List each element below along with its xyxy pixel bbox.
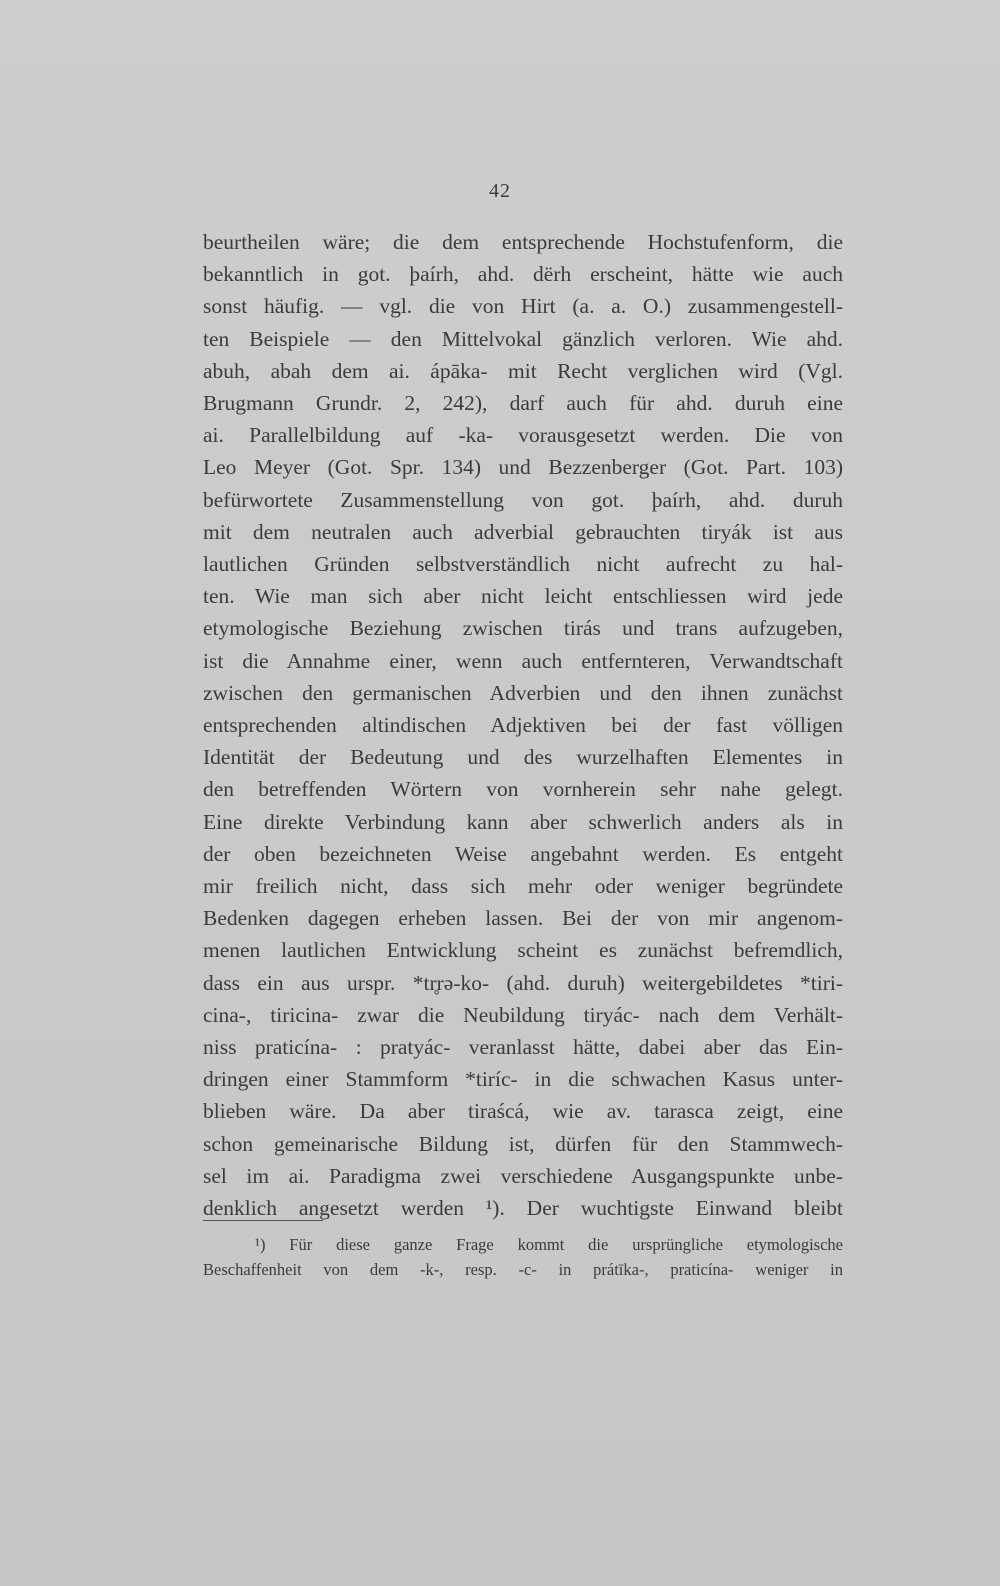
text-line: mit dem neutralen auch adverbial gebrauchten tiryák ist aus xyxy=(203,519,843,544)
text-line: zwischen den germanischen Adverbien und den ihnen zunächst xyxy=(203,680,843,705)
text-line: dass ein aus urspr. *tr̥rə-ko- (ahd. duruh) weitergebildetes *tiri- xyxy=(203,970,843,995)
body-text xyxy=(203,226,843,1224)
text-line: cina-, tiricina- zwar die Neubildung tiryác- nach dem Verhält- xyxy=(203,1002,843,1027)
text-line: Brugmann Grundr. 2, 242), darf auch für ahd. duruh eine xyxy=(203,391,843,416)
page-number: 42 xyxy=(489,180,511,202)
text-line: entsprechenden altindischen Adjektiven bei der fast völligen xyxy=(203,713,843,738)
footnote xyxy=(203,1232,843,1282)
text-line: ist die Annahme einer, wenn auch entfernteren, Verwandtschaft xyxy=(203,648,843,673)
footnote-divider xyxy=(203,1220,323,1221)
text-line: der oben bezeichneten Weise angebahnt werden. Es entgeht xyxy=(203,841,843,866)
text-line: Leo Meyer (Got. Spr. 134) und Bezzenberger (Got. Part. 103) xyxy=(203,455,843,480)
text-line: ten. Wie man sich aber nicht leicht entschliessen wird jede xyxy=(203,584,843,609)
text-line: ai. Parallelbildung auf -ka- vorausgesetzt werden. Die von xyxy=(203,423,843,448)
text-line: niss praticína- : pratyác- veranlasst hätte, dabei aber das Ein- xyxy=(203,1035,843,1060)
footnote-line: ¹) Für diese ganze Frage kommt die ursprüngliche etymologische xyxy=(255,1235,843,1254)
text-line: ten Beispiele — den Mittelvokal gänzlich verloren. Wie ahd. xyxy=(203,326,843,351)
text-line: schon gemeinarische Bildung ist, dürfen für den Stammwech- xyxy=(203,1131,843,1156)
text-line: sel im ai. Paradigma zwei verschiedene Ausgangspunkte unbe- xyxy=(203,1163,843,1188)
text-line: lautlichen Gründen selbstverständlich nicht aufrecht zu hal- xyxy=(203,552,843,577)
text-line: etymologische Beziehung zwischen tirás und trans aufzugeben, xyxy=(203,616,843,641)
text-line: sonst häufig. — vgl. die von Hirt (a. a. O.) zusammengestell- xyxy=(203,294,843,319)
text-line: beurtheilen wäre; die dem entsprechende Hochstufenform, die xyxy=(203,230,843,254)
text-line: befürwortete Zusammenstellung von got. þaírh, ahd. duruh xyxy=(203,487,843,512)
text-line: abuh, abah dem ai. ápāka- mit Recht verglichen wird (Vgl. xyxy=(203,358,843,383)
text-line: denklich angesetzt werden ¹). Der wuchtigste Einwand bleibt xyxy=(203,1196,843,1221)
text-line: mir freilich nicht, dass sich mehr oder weniger begründete xyxy=(203,874,843,899)
text-line: Identität der Bedeutung und des wurzelhaften Elementes in xyxy=(203,745,843,770)
text-line: bekanntlich in got. þaírh, ahd. dërh erscheint, hätte wie auch xyxy=(203,262,843,287)
footnote-line: Beschaffenheit von dem -k-, resp. -c- in prátīka-, praticína- weniger in xyxy=(203,1260,843,1279)
text-line: Eine direkte Verbindung kann aber schwerlich anders als in xyxy=(203,809,843,834)
text-line: menen lautlichen Entwicklung scheint es zunächst befremdlich, xyxy=(203,938,843,963)
text-line: Bedenken dagegen erheben lassen. Bei der von mir angenom- xyxy=(203,906,843,931)
text-line: den betreffenden Wörtern von vornherein sehr nahe gelegt. xyxy=(203,777,843,802)
text-line: dringen einer Stammform *tiríc- in die schwachen Kasus unter- xyxy=(203,1067,843,1092)
text-line: blieben wäre. Da aber tiraścá, wie av. tarasca zeigt, eine xyxy=(203,1099,843,1124)
